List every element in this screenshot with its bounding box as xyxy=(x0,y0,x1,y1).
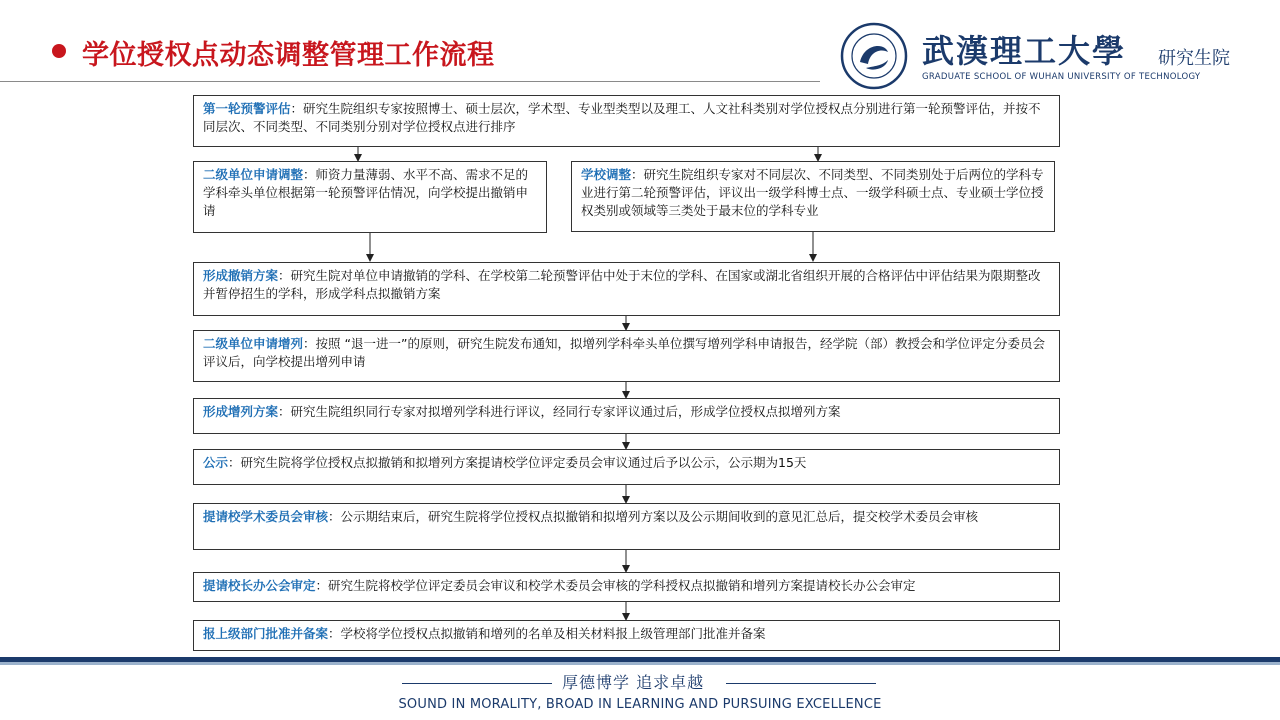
step-heading: 二级单位申请调整 xyxy=(203,167,304,182)
flow-step-add-plan xyxy=(193,398,1060,434)
step-heading: 形成增列方案 xyxy=(203,404,279,419)
flow-step-president-office xyxy=(193,572,1060,602)
footer-english: SOUND IN MORALITY, BROAD IN LEARNING AND PURSUING EXCELLENCE xyxy=(398,697,882,712)
step-text: ：研究生院对单位申请撤销的学科、在学校第二轮预警评估中处于末位的学科、在国家或湖北省组织开展的合格评估中评估结果为限期整改并暂停招生的学科，形成学科点拟撤销方案 xyxy=(203,268,1041,301)
step-text: ：按照 “退一进一”的原则，研究生院发布通知，拟增列学科牵头单位撰写增列学科申请报告，经学院（部）教授会和学位评定分委员会评议后，向学校提出增列申请 xyxy=(203,336,1045,369)
flow-step-academic-committee xyxy=(193,503,1060,550)
flow-step-publicity xyxy=(193,449,1060,485)
flow-step-revoke-plan xyxy=(193,262,1060,316)
footer-motto: 厚德博学 追求卓越 xyxy=(562,673,705,692)
step-heading: 学校调整 xyxy=(581,167,632,182)
step-text: ：研究生院将学位授权点拟撤销和拟增列方案提请校学位评定委员会审议通过后予以公示，公示期为15天 xyxy=(228,455,807,470)
step-text: ：研究生院组织同行专家对拟增列学科进行评议，经同行专家评议通过后，形成学位授权点拟增列方案 xyxy=(278,404,841,419)
flow-step-first-warning xyxy=(193,95,1060,147)
logo-name: 武漢理工大學 xyxy=(922,32,1127,70)
step-heading: 提请校学术委员会审核 xyxy=(203,509,329,524)
step-heading: 二级单位申请增列 xyxy=(203,336,304,351)
step-text: ：师资力量薄弱、水平不高、需求不足的学科牵头单位根据第一轮预警评估情况，向学校提出撤销申请 xyxy=(203,167,529,218)
flow-step-report-approval xyxy=(193,620,1060,651)
step-heading: 公示 xyxy=(203,455,229,470)
page-title: 学位授权点动态调整管理工作流程 xyxy=(82,40,495,71)
step-text: ：学校将学位授权点拟撤销和增列的名单及相关材料报上级管理部门批准并备案 xyxy=(328,626,766,641)
step-text: ：研究生院将校学位评定委员会审议和校学术委员会审核的学科授权点拟撤销和增列方案提请校长办公会审定 xyxy=(315,578,916,593)
logo-subtitle: 研究生院 xyxy=(1158,48,1230,69)
step-heading: 第一轮预警评估 xyxy=(203,101,291,116)
step-heading: 形成撤销方案 xyxy=(203,268,279,283)
step-heading: 提请校长办公会审定 xyxy=(203,578,316,593)
step-heading: 报上级部门批准并备案 xyxy=(203,626,329,641)
logo-english: GRADUATE SCHOOL OF WUHAN UNIVERSITY OF TECHNOLOGY xyxy=(922,72,1201,82)
footer-line-right xyxy=(726,683,876,684)
footer-bar-accent xyxy=(0,662,1280,665)
footer-line-left xyxy=(402,683,552,684)
flow-step-school-adjust xyxy=(571,161,1055,232)
step-text: ：研究生院组织专家对不同层次、不同类型、不同类别处于后两位的学科专业进行第二轮预警评估，评议出一级学科博士点、一级学科硕士点、专业硕士学位授权类别或领域等三类处于最末位的学科专业 xyxy=(581,167,1044,218)
step-text: ：研究生院组织专家按照博士、硕士层次，学术型、专业型类型以及理工、人文社科类别对学位授权点分别进行第一轮预警评估，并按不同层次、不同类型、不同类别分别对学位授权点进行排序 xyxy=(203,101,1041,134)
flow-step-unit-add-request xyxy=(193,330,1060,382)
flow-step-unit-adjust-request xyxy=(193,161,547,233)
step-text: ：公示期结束后，研究生院将学位授权点拟撤销和拟增列方案以及公示期间收到的意见汇总后，提交校学术委员会审核 xyxy=(328,509,979,524)
